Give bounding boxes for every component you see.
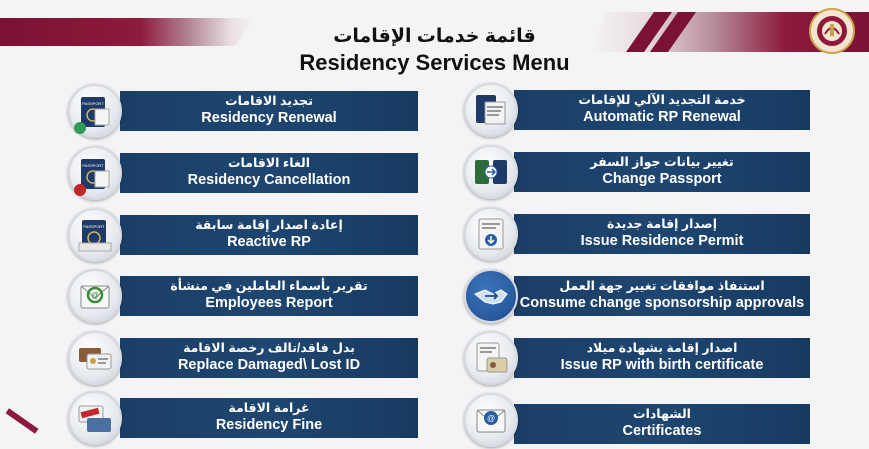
service-label-ar: استنفاذ موافقات تغيير جهة العمل xyxy=(559,279,765,293)
service-reactive-rp[interactable] xyxy=(120,215,418,255)
auto-renew-icon[interactable] xyxy=(464,83,518,137)
handshake-icon[interactable] xyxy=(464,269,518,323)
service-change-passport[interactable] xyxy=(514,152,810,192)
service-residency-fine[interactable] xyxy=(120,398,418,438)
passport-change-icon[interactable] xyxy=(464,145,518,199)
service-residency-renewal[interactable] xyxy=(120,91,418,131)
svg-text:PASSPORT: PASSPORT xyxy=(83,224,105,229)
email-report-icon[interactable] xyxy=(68,269,122,323)
service-issue-residence-permit[interactable] xyxy=(514,214,810,254)
service-label-en: Issue RP with birth certificate xyxy=(560,357,764,373)
service-replace-lost-id[interactable] xyxy=(120,338,418,378)
expired-card-icon[interactable] xyxy=(68,391,122,445)
page-title: Residency Services Menu xyxy=(299,50,570,75)
service-label-ar: تجديد الاقامات xyxy=(225,94,313,108)
svg-text:PASSPORT: PASSPORT xyxy=(82,163,104,168)
corner-slash xyxy=(6,408,39,434)
service-consume-sponsorship-approvals[interactable] xyxy=(514,276,810,316)
svg-text:PASSPORT: PASSPORT xyxy=(82,101,104,106)
service-issue-rp-birth-certificate[interactable] xyxy=(514,338,810,378)
service-label-ar: تغيير بيانات جواز السفر xyxy=(590,155,734,169)
service-label-ar: الشهادات xyxy=(633,407,691,421)
passport-renew-icon[interactable] xyxy=(68,84,122,138)
passport-cancel-icon[interactable] xyxy=(68,146,122,200)
service-label-ar: اصدار إقامة بشهادة ميلاد xyxy=(586,341,738,355)
page-title-arabic: قائمة خدمات الإقامات xyxy=(333,26,536,47)
service-label-en: Employees Report xyxy=(205,295,333,311)
birth-certificate-icon[interactable] xyxy=(464,331,518,385)
id-cards-icon[interactable] xyxy=(68,331,122,385)
service-label-ar: إصدار إقامة جديدة xyxy=(606,217,718,231)
service-label-en: Automatic RP Renewal xyxy=(583,109,741,125)
passport-reissue-icon[interactable] xyxy=(68,208,122,262)
new-permit-icon[interactable] xyxy=(464,207,518,261)
service-label-en: Replace Damaged\ Lost ID xyxy=(177,357,361,373)
certificate-email-icon[interactable] xyxy=(464,393,518,447)
service-label-en: Consume change sponsorship approvals xyxy=(519,295,805,311)
service-automatic-rp-renewal[interactable] xyxy=(514,90,810,130)
service-label-ar: بدل فاقد/تالف رخصة الاقامة xyxy=(183,341,355,355)
service-certificates[interactable] xyxy=(514,404,810,444)
service-employees-report[interactable] xyxy=(120,276,418,316)
service-label-en: Change Passport xyxy=(602,171,722,187)
service-label-ar: غرامة الاقامة xyxy=(228,401,310,415)
service-label-ar: إعادة اصدار إقامة سابقة xyxy=(195,218,343,232)
service-label-ar: تقرير بأسماء العاملين في منشأة xyxy=(170,279,368,293)
renew-arrow-icon xyxy=(74,122,86,134)
svg-text:@: @ xyxy=(486,414,496,423)
service-label-en: Residency Fine xyxy=(215,417,323,433)
svg-text:@: @ xyxy=(90,291,100,300)
service-residency-cancellation[interactable] xyxy=(120,153,418,193)
service-label-en: Reactive RP xyxy=(227,234,311,250)
service-label-en: Residency Renewal xyxy=(201,110,337,126)
service-label-en: Certificates xyxy=(622,423,702,439)
cancel-check-icon xyxy=(74,184,86,196)
service-label-en: Issue Residence Permit xyxy=(580,233,744,249)
service-label-ar: خدمة التجديد الآلي للإقامات xyxy=(578,93,746,107)
service-label-ar: الغاء الاقامات xyxy=(227,156,311,170)
service-label-en: Residency Cancellation xyxy=(187,172,351,188)
